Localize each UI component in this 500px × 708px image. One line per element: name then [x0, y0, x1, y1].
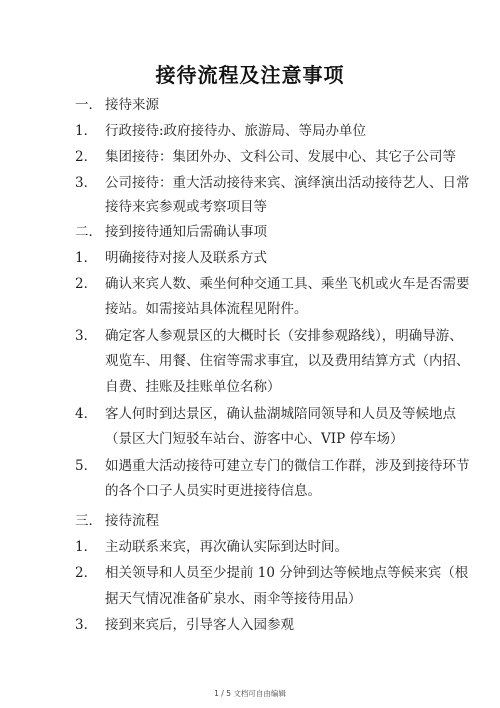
list-number: 一．: [75, 97, 102, 113]
page-title: 接待流程及注意事项: [155, 63, 345, 87]
list-item-continuation: 据天气情况准备矿泉水、雨伞等接待用品）: [105, 591, 362, 607]
list-item-continuation: 观览车、用餐、住宿等需求事宜，以及费用结算方式（内招、: [105, 353, 470, 369]
list-text: 行政接待:政府接待办、旅游局、等局办单位: [105, 123, 367, 139]
section-heading-1: [75, 96, 475, 115]
list-text: 主动联系来宾，再次确认实际到达时间。: [105, 539, 348, 555]
list-item: [75, 327, 475, 346]
list-number: 5．: [75, 458, 98, 474]
list-item-continuation: （景区大门短驳车站台、游客中心、VIP 停车场）: [105, 431, 404, 447]
list-text: 明确接待对接人及联系方式: [105, 250, 267, 266]
list-number: 3．: [75, 617, 98, 633]
list-item: [75, 122, 475, 141]
list-item-continuation: 的各个口子人员实时更进接待信息。: [105, 483, 321, 499]
list-text: 接待来源: [105, 97, 159, 113]
list-number: 1．: [75, 250, 98, 266]
list-item-continuation: 接站。如需接站具体流程见附件。: [105, 301, 308, 317]
list-number: 2．: [75, 149, 98, 165]
list-item: [75, 405, 475, 424]
section-heading-3: [75, 512, 475, 531]
list-item: [75, 616, 475, 635]
list-number: 3．: [75, 175, 98, 191]
list-text: 相关领导和人员至少提前 10 分钟到达等候地点等候来宾（根: [105, 565, 469, 581]
list-number: 三．: [75, 513, 102, 529]
section-heading-2: [75, 223, 475, 242]
list-number: 二．: [75, 224, 102, 240]
list-item: [75, 148, 475, 167]
list-text: 接待流程: [105, 513, 159, 529]
list-text: 如遇重大活动接待可建立专门的微信工作群，涉及到接待环节: [105, 458, 470, 474]
list-item: [75, 538, 475, 557]
list-item: [75, 249, 475, 268]
list-text: 确定客人参观景区的大概时长（安排参观路线），明确导游、: [105, 328, 463, 344]
list-text: 客人何时到达景区，确认盐湖城陪同领导和人员及等候地点: [105, 406, 456, 422]
list-number: 4．: [75, 406, 98, 422]
list-item: [75, 564, 475, 583]
page-footer: 1 / 5 文档可自由编辑: [214, 689, 286, 698]
list-item-continuation: 接待来宾参观或考察项目等: [105, 199, 267, 215]
list-text: 接到接待通知后需确认事项: [105, 224, 267, 240]
list-number: 1．: [75, 123, 98, 139]
list-number: 1．: [75, 539, 98, 555]
list-text: 集团接待：集团外办、文科公司、发展中心、其它子公司等: [105, 149, 456, 165]
list-text: 公司接待：重大活动接待来宾、演绎演出活动接待艺人、日常: [105, 175, 470, 191]
list-number: 2．: [75, 565, 98, 581]
list-number: 3．: [75, 328, 98, 344]
list-text: 确认来宾人数、乘坐何种交通工具、乘坐飞机或火车是否需要: [105, 276, 470, 292]
list-item: [75, 457, 475, 476]
list-item: [75, 174, 475, 193]
list-item-continuation: 自费、挂账及挂账单位名称）: [105, 379, 281, 395]
list-text: 接到来宾后，引导客人入园参观: [105, 617, 294, 633]
list-number: 2．: [75, 276, 98, 292]
list-item: [75, 275, 475, 294]
